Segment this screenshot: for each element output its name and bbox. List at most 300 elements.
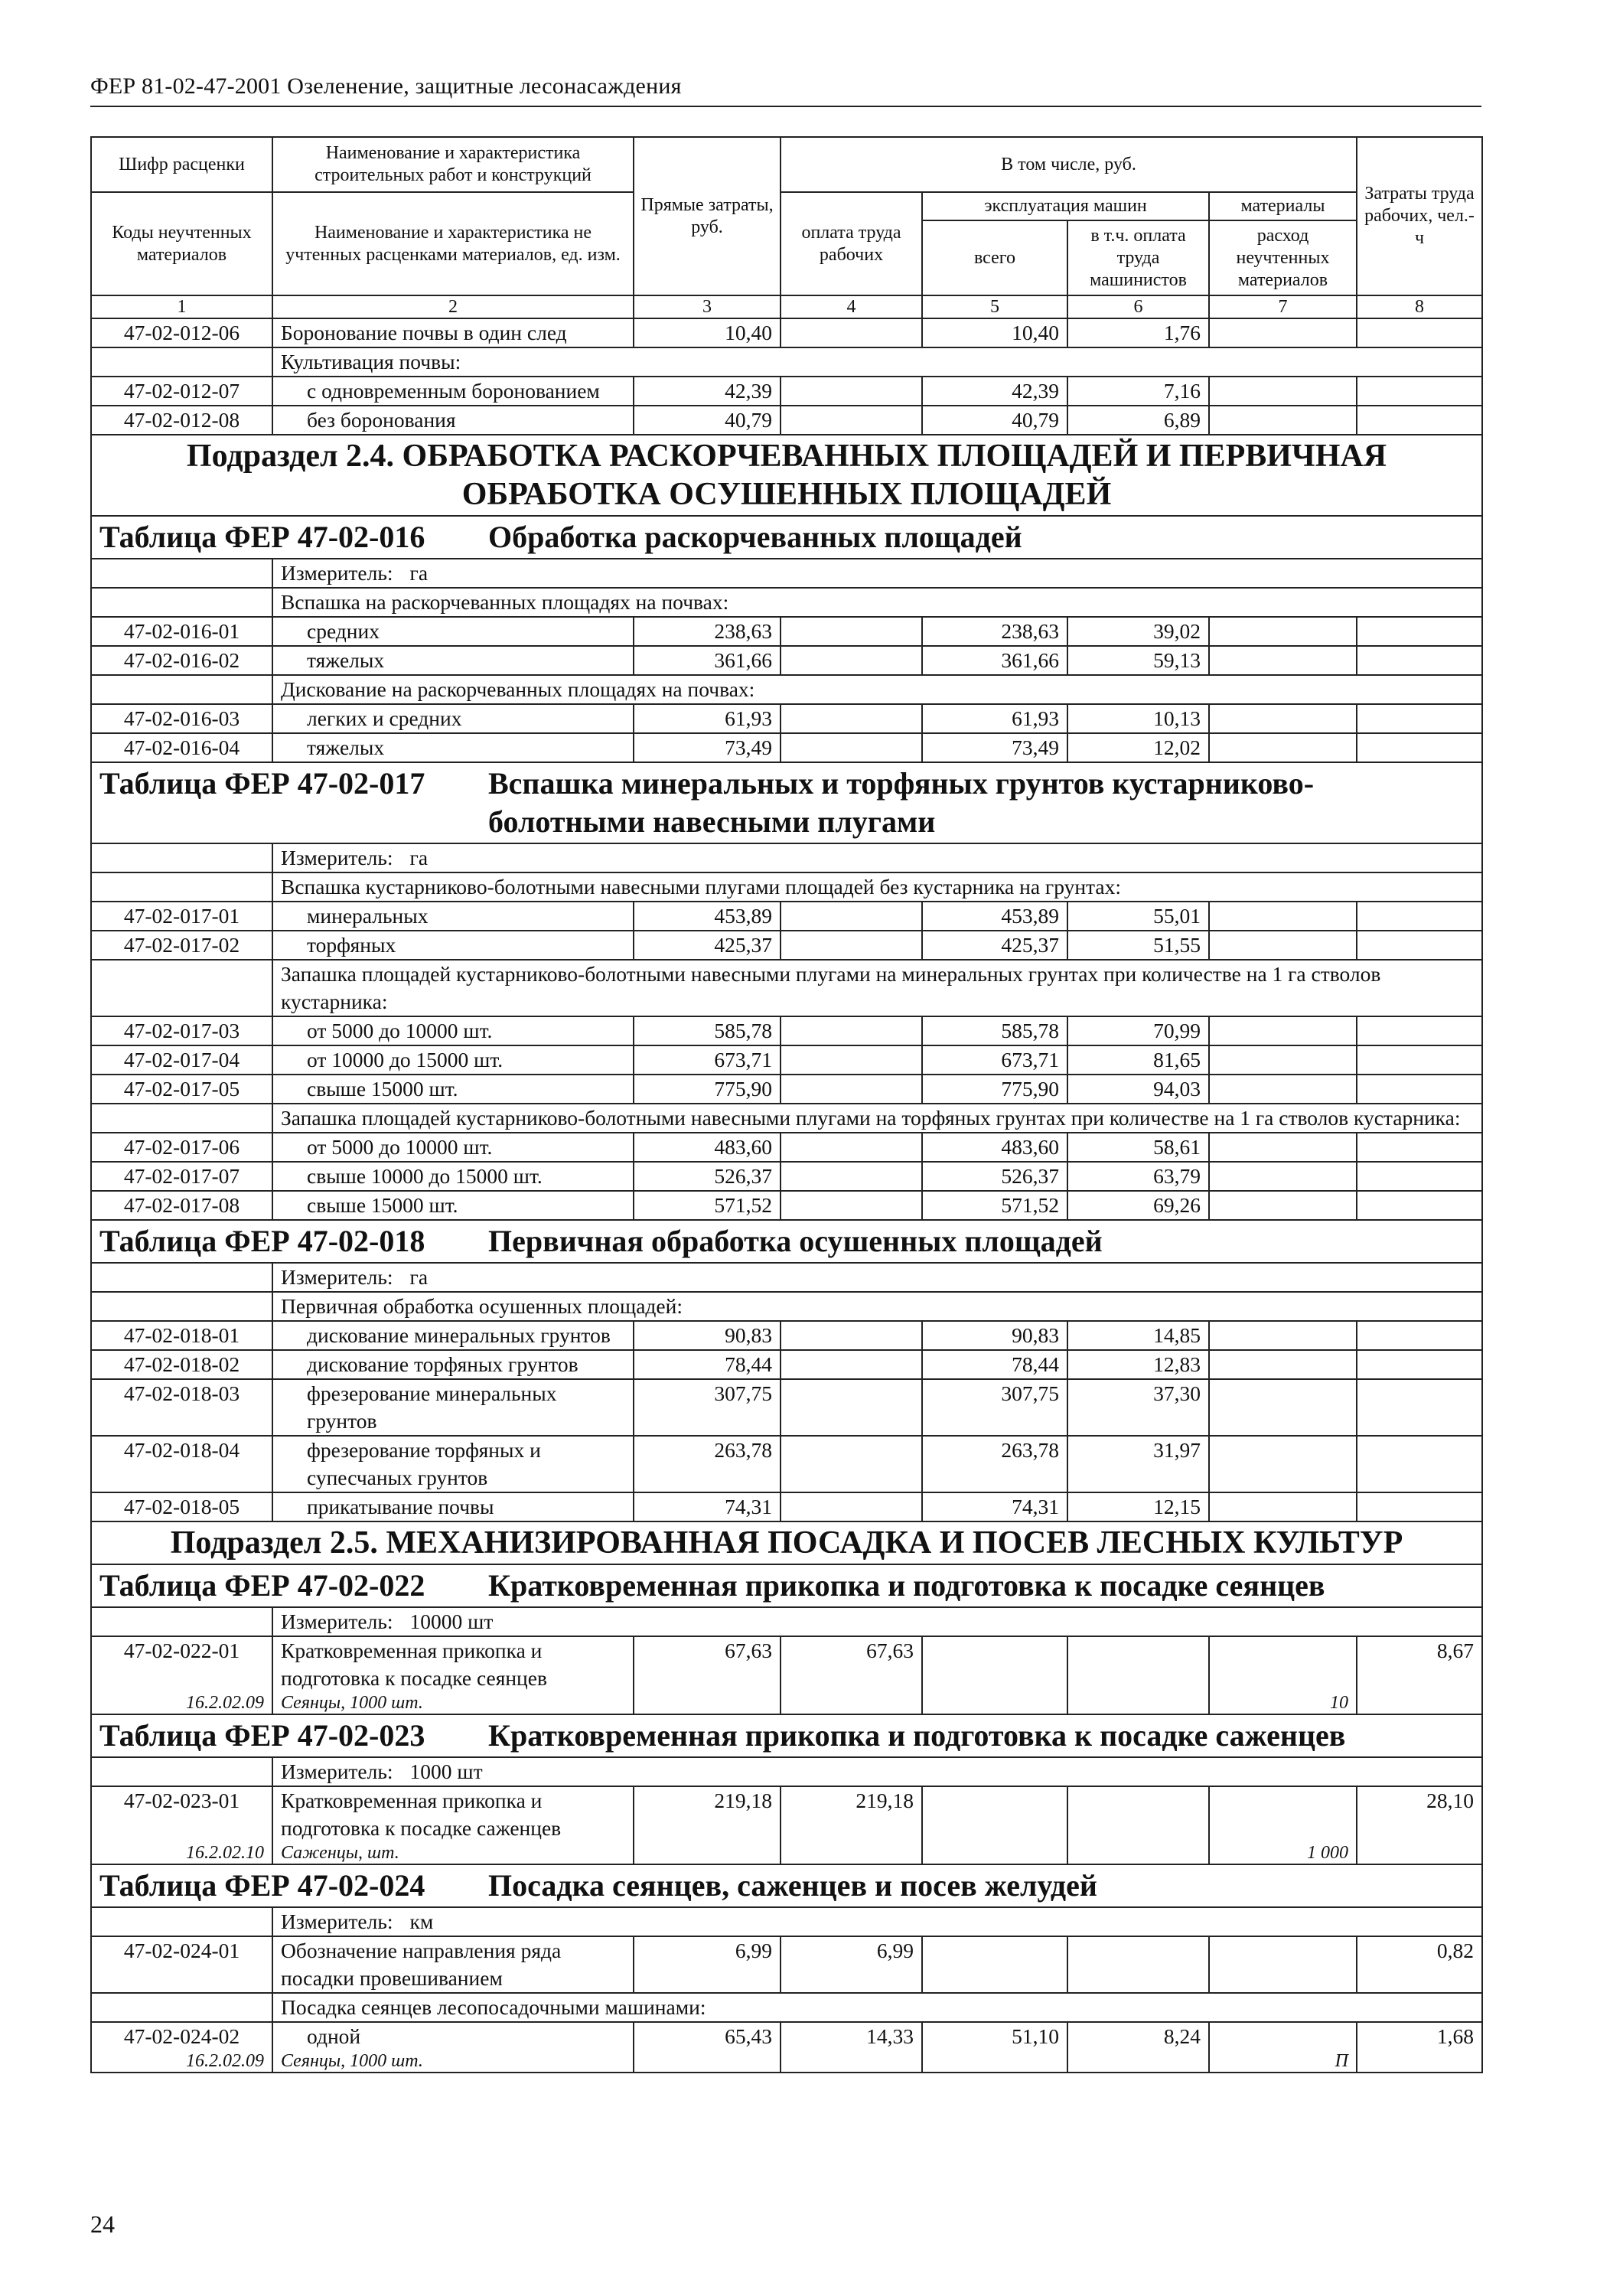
labor-cost [1357, 646, 1482, 675]
empty-cell [781, 1692, 922, 1714]
subsection-title: Подраздел 2.5. МЕХАНИЗИРОВАННАЯ ПОСАДКА И ПОСЕВ ЛЕСНЫХ КУЛЬТУР [91, 1521, 1482, 1564]
direct-cost: 65,43 [634, 2022, 781, 2050]
measure-value: км [409, 1910, 434, 1933]
group-row [91, 960, 1482, 1016]
machinist-wages: 14,85 [1067, 1321, 1209, 1350]
machinist-wages: 31,97 [1067, 1436, 1209, 1492]
materials-usage [1209, 617, 1357, 646]
labor-cost [1357, 1436, 1482, 1492]
material-usage-value: 1 000 [1209, 1842, 1357, 1864]
worker-wages [781, 902, 922, 931]
table-title: Обработка раскорчеванных площадей [488, 520, 1022, 554]
group-label: Посадка сеянцев лесопосадочными машинами: [272, 1993, 1482, 2022]
measure-row [91, 843, 1482, 872]
labor-cost [1357, 1045, 1482, 1075]
labor-cost [1357, 1075, 1482, 1104]
table-number: Таблица ФЕР 47-02-018 [99, 1224, 425, 1258]
table-row [91, 733, 1482, 762]
measure-cell [272, 1607, 1482, 1636]
material-row [91, 1842, 1482, 1864]
work-name: от 10000 до 15000 шт. [272, 1045, 634, 1075]
group-row [91, 1292, 1482, 1321]
machines-total: 42,39 [922, 377, 1067, 406]
group-row [91, 588, 1482, 617]
worker-wages: 67,63 [781, 1636, 922, 1692]
rate-code: 47-02-023-01 [91, 1786, 272, 1842]
header-direct: Прямые затраты, руб. [634, 137, 781, 295]
worker-wages [781, 1016, 922, 1045]
work-name: торфяных [272, 931, 634, 960]
work-name: Кратковременная прикопка и подготовка к посадке сеянцев [272, 1636, 634, 1692]
worker-wages [781, 1350, 922, 1379]
direct-cost: 42,39 [634, 377, 781, 406]
direct-cost: 78,44 [634, 1350, 781, 1379]
measure-label: Измеритель: [281, 1910, 393, 1933]
empty-cell [634, 1692, 781, 1714]
column-numbers-row [91, 295, 1482, 318]
column-number: 8 [1357, 295, 1482, 318]
machinist-wages: 94,03 [1067, 1075, 1209, 1104]
materials-usage [1209, 318, 1357, 347]
subsection-row [91, 435, 1482, 516]
rate-code: 47-02-017-04 [91, 1045, 272, 1075]
rate-code: 47-02-017-01 [91, 902, 272, 931]
worker-wages [781, 931, 922, 960]
work-name: прикатывание почвы [272, 1492, 634, 1521]
materials-usage [1209, 733, 1357, 762]
work-name: от 5000 до 10000 шт. [272, 1016, 634, 1045]
labor-cost [1357, 1133, 1482, 1162]
table-title: Вспашка минеральных и торфяных грунтов кустарниково-болотными навесными плугами [488, 766, 1315, 839]
header-incl: В том числе, руб. [781, 137, 1357, 192]
materials-usage [1209, 2022, 1357, 2050]
materials-usage [1209, 1133, 1357, 1162]
work-name: тяжелых [272, 733, 634, 762]
table-row [91, 1786, 1482, 1842]
measure-cell [272, 1757, 1482, 1786]
direct-cost: 73,49 [634, 733, 781, 762]
header-machines: эксплуатация машин [922, 192, 1209, 220]
subsection-title: Подраздел 2.4. ОБРАБОТКА РАСКОРЧЕВАННЫХ ПЛОЩАДЕЙ И ПЕРВИЧНАЯ ОБРАБОТКА ОСУШЕННЫХ ПЛОЩАДЕЙ [91, 435, 1482, 516]
empty-cell [91, 1263, 272, 1292]
table-title-cell [91, 1864, 1482, 1907]
direct-cost: 526,37 [634, 1162, 781, 1191]
work-name: свыше 15000 шт. [272, 1075, 634, 1104]
group-row [91, 347, 1482, 377]
direct-cost: 90,83 [634, 1321, 781, 1350]
worker-wages [781, 1436, 922, 1492]
table-row [91, 1350, 1482, 1379]
direct-cost: 74,31 [634, 1492, 781, 1521]
column-number: 3 [634, 295, 781, 318]
work-name: Боронование почвы в один след [272, 318, 634, 347]
machinist-wages: 58,61 [1067, 1133, 1209, 1162]
machines-total: 73,49 [922, 733, 1067, 762]
empty-cell [922, 1842, 1067, 1864]
material-row [91, 1692, 1482, 1714]
labor-cost [1357, 1016, 1482, 1045]
work-name: дискование минеральных грунтов [272, 1321, 634, 1350]
machinist-wages: 70,99 [1067, 1016, 1209, 1045]
table-title-cell [91, 516, 1482, 559]
direct-cost: 61,93 [634, 704, 781, 733]
table-row [91, 406, 1482, 435]
material-name: Сеянцы, 1000 шт. [272, 2050, 634, 2073]
machines-total: 775,90 [922, 1075, 1067, 1104]
machinist-wages: 12,83 [1067, 1350, 1209, 1379]
measure-label: Измеритель: [281, 561, 393, 585]
machines-total: 585,78 [922, 1016, 1067, 1045]
empty-cell [91, 559, 272, 588]
materials-usage [1209, 377, 1357, 406]
table-row [91, 1636, 1482, 1692]
empty-cell [1067, 1692, 1209, 1714]
rate-code: 47-02-016-02 [91, 646, 272, 675]
table-row [91, 1492, 1482, 1521]
rate-code: 47-02-018-04 [91, 1436, 272, 1492]
labor-cost: 28,10 [1357, 1786, 1482, 1842]
empty-cell [781, 1842, 922, 1864]
materials-usage [1209, 931, 1357, 960]
measure-row [91, 1757, 1482, 1786]
table-row [91, 1191, 1482, 1220]
worker-wages [781, 377, 922, 406]
measure-row [91, 1607, 1482, 1636]
materials-usage [1209, 1436, 1357, 1492]
labor-cost [1357, 704, 1482, 733]
group-label: Запашка площадей кустарниково-болотными навесными плугами на минеральных грунтах при количестве на 1 га стволов кустарника: [272, 960, 1482, 1016]
measure-label: Измеритель: [281, 846, 393, 869]
empty-cell [1067, 2050, 1209, 2073]
table-title-cell [91, 1714, 1482, 1757]
work-name: одной [272, 2022, 634, 2050]
table-number: Таблица ФЕР 47-02-024 [99, 1868, 425, 1903]
machinist-wages: 55,01 [1067, 902, 1209, 931]
table-row [91, 617, 1482, 646]
rate-code: 47-02-017-08 [91, 1191, 272, 1220]
table-title-cell [91, 1564, 1482, 1607]
machines-total [922, 1936, 1067, 1993]
work-name: фрезерование торфяных и супесчаных грунтов [272, 1436, 634, 1492]
machinist-wages: 51,55 [1067, 931, 1209, 960]
group-row [91, 872, 1482, 902]
machinist-wages: 59,13 [1067, 646, 1209, 675]
direct-cost: 571,52 [634, 1191, 781, 1220]
table-row [91, 646, 1482, 675]
rate-code: 47-02-016-01 [91, 617, 272, 646]
labor-cost [1357, 617, 1482, 646]
machinist-wages: 81,65 [1067, 1045, 1209, 1075]
measure-value: га [409, 1265, 429, 1289]
column-number: 5 [922, 295, 1067, 318]
materials-usage [1209, 1191, 1357, 1220]
worker-wages [781, 617, 922, 646]
machinist-wages: 37,30 [1067, 1379, 1209, 1436]
group-label: Дискование на раскорчеванных площадях на почвах: [272, 675, 1482, 704]
machinist-wages: 10,13 [1067, 704, 1209, 733]
empty-cell [1357, 2050, 1482, 2073]
empty-cell [91, 1907, 272, 1936]
direct-cost: 585,78 [634, 1016, 781, 1045]
table-number: Таблица ФЕР 47-02-016 [99, 520, 425, 554]
table-title-cell [91, 1220, 1482, 1263]
worker-wages [781, 1492, 922, 1521]
work-name: без боронования [272, 406, 634, 435]
machinist-wages: 12,15 [1067, 1492, 1209, 1521]
empty-cell [91, 1292, 272, 1321]
measure-row [91, 1907, 1482, 1936]
empty-cell [91, 960, 272, 1016]
price-table-container [90, 136, 1481, 2073]
direct-cost: 6,99 [634, 1936, 781, 1993]
rate-code: 47-02-017-06 [91, 1133, 272, 1162]
materials-usage [1209, 1075, 1357, 1104]
group-row [91, 1993, 1482, 2022]
labor-cost [1357, 1492, 1482, 1521]
rate-code: 47-02-016-04 [91, 733, 272, 762]
header-labor: Затраты труда рабочих, чел.-ч [1357, 137, 1482, 295]
empty-cell [91, 1104, 272, 1133]
labor-cost [1357, 1321, 1482, 1350]
machines-total: 40,79 [922, 406, 1067, 435]
machines-total: 10,40 [922, 318, 1067, 347]
machines-total: 453,89 [922, 902, 1067, 931]
table-row [91, 1379, 1482, 1436]
machines-total [922, 1636, 1067, 1692]
table-row [91, 318, 1482, 347]
materials-usage [1209, 902, 1357, 931]
worker-wages [781, 733, 922, 762]
table-title: Кратковременная прикопка и подготовка к посадке сеянцев [488, 1568, 1325, 1603]
material-code: 16.2.02.09 [91, 1692, 272, 1714]
rate-code: 47-02-024-02 [91, 2022, 272, 2050]
machines-total: 571,52 [922, 1191, 1067, 1220]
header-name-top: Наименование и характеристика строительных работ и конструкций [272, 137, 634, 192]
material-name: Саженцы, шт. [272, 1842, 634, 1864]
worker-wages [781, 1191, 922, 1220]
machinist-wages: 12,02 [1067, 733, 1209, 762]
direct-cost: 425,37 [634, 931, 781, 960]
labor-cost: 0,82 [1357, 1936, 1482, 1993]
labor-cost: 8,67 [1357, 1636, 1482, 1692]
work-name: с одновременным боронованием [272, 377, 634, 406]
work-name: тяжелых [272, 646, 634, 675]
machines-total: 263,78 [922, 1436, 1067, 1492]
labor-cost [1357, 931, 1482, 960]
worker-wages [781, 1133, 922, 1162]
worker-wages [781, 646, 922, 675]
work-name: Кратковременная прикопка и подготовка к посадке саженцев [272, 1786, 634, 1842]
machinist-wages: 8,24 [1067, 2022, 1209, 2050]
labor-cost [1357, 318, 1482, 347]
group-label: Первичная обработка осушенных площадей: [272, 1292, 1482, 1321]
materials-usage [1209, 1492, 1357, 1521]
column-number: 1 [91, 295, 272, 318]
labor-cost [1357, 1350, 1482, 1379]
machines-total: 74,31 [922, 1492, 1067, 1521]
materials-usage [1209, 1162, 1357, 1191]
materials-usage [1209, 1379, 1357, 1436]
column-number: 2 [272, 295, 634, 318]
table-row [91, 1133, 1482, 1162]
machinist-wages: 39,02 [1067, 617, 1209, 646]
group-label: Вспашка на раскорчеванных площадях на почвах: [272, 588, 1482, 617]
direct-cost: 361,66 [634, 646, 781, 675]
group-label: Запашка площадей кустарниково-болотными навесными плугами на торфяных грунтах при количестве на 1 га стволов кустарника: [272, 1104, 1482, 1133]
table-title-row [91, 1220, 1482, 1263]
material-code: 16.2.02.10 [91, 1842, 272, 1864]
measure-value: 1000 шт [409, 1760, 483, 1783]
table-row [91, 2022, 1482, 2050]
direct-cost: 453,89 [634, 902, 781, 931]
labor-cost: 1,68 [1357, 2022, 1482, 2050]
measure-value: 10000 шт [409, 1609, 494, 1633]
work-name: от 5000 до 10000 шт. [272, 1133, 634, 1162]
header-name-bottom: Наименование и характеристика не учтенных расценками материалов, ед. изм. [272, 192, 634, 295]
direct-cost: 483,60 [634, 1133, 781, 1162]
page-number: 24 [90, 2210, 115, 2238]
header-materials-usage: расход неучтенных материалов [1209, 220, 1357, 295]
machinist-wages [1067, 1786, 1209, 1842]
materials-usage [1209, 1636, 1357, 1692]
empty-cell [91, 872, 272, 902]
machinist-wages: 7,16 [1067, 377, 1209, 406]
measure-label: Измеритель: [281, 1609, 393, 1633]
table-body [91, 318, 1482, 2073]
table-number: Таблица ФЕР 47-02-023 [99, 1718, 425, 1753]
worker-wages [781, 1379, 922, 1436]
table-row [91, 377, 1482, 406]
labor-cost [1357, 1379, 1482, 1436]
worker-wages: 6,99 [781, 1936, 922, 1993]
measure-row [91, 559, 1482, 588]
page-header: ФЕР 81-02-47-2001 Озеленение, защитные лесонасаждения [90, 73, 1481, 107]
empty-cell [91, 1607, 272, 1636]
price-table [90, 136, 1483, 2073]
table-row [91, 1321, 1482, 1350]
materials-usage [1209, 1016, 1357, 1045]
materials-usage [1209, 1350, 1357, 1379]
measure-row [91, 1263, 1482, 1292]
empty-cell [922, 2050, 1067, 2073]
rate-code: 47-02-016-03 [91, 704, 272, 733]
table-row [91, 1162, 1482, 1191]
machinist-wages: 6,89 [1067, 406, 1209, 435]
table-title-row [91, 762, 1482, 843]
measure-label: Измеритель: [281, 1760, 393, 1783]
materials-usage [1209, 406, 1357, 435]
table-title-row [91, 1864, 1482, 1907]
measure-cell [272, 1263, 1482, 1292]
rate-code: 47-02-017-07 [91, 1162, 272, 1191]
labor-cost [1357, 902, 1482, 931]
materials-usage [1209, 646, 1357, 675]
rate-code: 47-02-012-07 [91, 377, 272, 406]
direct-cost: 10,40 [634, 318, 781, 347]
column-number: 6 [1067, 295, 1209, 318]
machines-total: 483,60 [922, 1133, 1067, 1162]
labor-cost [1357, 733, 1482, 762]
measure-cell [272, 559, 1482, 588]
machinist-wages: 1,76 [1067, 318, 1209, 347]
machines-total: 526,37 [922, 1162, 1067, 1191]
header-machines-wages: в т.ч. оплата труда машинистов [1067, 220, 1209, 295]
machines-total [922, 1786, 1067, 1842]
work-name: минеральных [272, 902, 634, 931]
direct-cost: 263,78 [634, 1436, 781, 1492]
materials-usage [1209, 704, 1357, 733]
table-header [91, 137, 1482, 318]
table-title-row [91, 516, 1482, 559]
empty-cell [91, 843, 272, 872]
table-number: Таблица ФЕР 47-02-017 [99, 766, 425, 801]
direct-cost: 673,71 [634, 1045, 781, 1075]
table-title: Посадка сеянцев, саженцев и посев желудей [488, 1868, 1097, 1903]
worker-wages [781, 704, 922, 733]
material-usage-value: П [1209, 2050, 1357, 2073]
machines-total: 425,37 [922, 931, 1067, 960]
group-label: Вспашка кустарниково-болотными навесными плугами площадей без кустарника на грунтах: [272, 872, 1482, 902]
empty-cell [1067, 1842, 1209, 1864]
empty-cell [781, 2050, 922, 2073]
worker-wages [781, 1162, 922, 1191]
machinist-wages [1067, 1636, 1209, 1692]
table-title-row [91, 1564, 1482, 1607]
table-row [91, 1075, 1482, 1104]
material-name: Сеянцы, 1000 шт. [272, 1692, 634, 1714]
work-name: легких и средних [272, 704, 634, 733]
rate-code: 47-02-018-03 [91, 1379, 272, 1436]
machines-total: 307,75 [922, 1379, 1067, 1436]
machinist-wages [1067, 1936, 1209, 1993]
table-row [91, 1436, 1482, 1492]
rate-code: 47-02-012-06 [91, 318, 272, 347]
materials-usage [1209, 1045, 1357, 1075]
rate-code: 47-02-018-02 [91, 1350, 272, 1379]
material-usage-value: 10 [1209, 1692, 1357, 1714]
table-row [91, 902, 1482, 931]
empty-cell [91, 675, 272, 704]
measure-value: га [409, 561, 429, 585]
column-number: 4 [781, 295, 922, 318]
materials-usage [1209, 1786, 1357, 1842]
direct-cost: 219,18 [634, 1786, 781, 1842]
rate-code: 47-02-017-02 [91, 931, 272, 960]
empty-cell [91, 1757, 272, 1786]
machinist-wages: 63,79 [1067, 1162, 1209, 1191]
header-wages: оплата труда рабочих [781, 192, 922, 295]
header-code-top: Шифр расценки [91, 137, 272, 192]
empty-cell [1357, 1842, 1482, 1864]
direct-cost: 40,79 [634, 406, 781, 435]
empty-cell [91, 1993, 272, 2022]
worker-wages: 14,33 [781, 2022, 922, 2050]
machines-total: 361,66 [922, 646, 1067, 675]
labor-cost [1357, 377, 1482, 406]
table-title: Первичная обработка осушенных площадей [488, 1224, 1103, 1258]
subsection-row [91, 1521, 1482, 1564]
machines-total: 90,83 [922, 1321, 1067, 1350]
materials-usage [1209, 1321, 1357, 1350]
machines-total: 61,93 [922, 704, 1067, 733]
table-row [91, 1936, 1482, 1993]
worker-wages [781, 318, 922, 347]
table-row [91, 1016, 1482, 1045]
machines-total: 238,63 [922, 617, 1067, 646]
table-title-cell [91, 762, 1482, 843]
labor-cost [1357, 1162, 1482, 1191]
header-materials: материалы [1209, 192, 1357, 220]
